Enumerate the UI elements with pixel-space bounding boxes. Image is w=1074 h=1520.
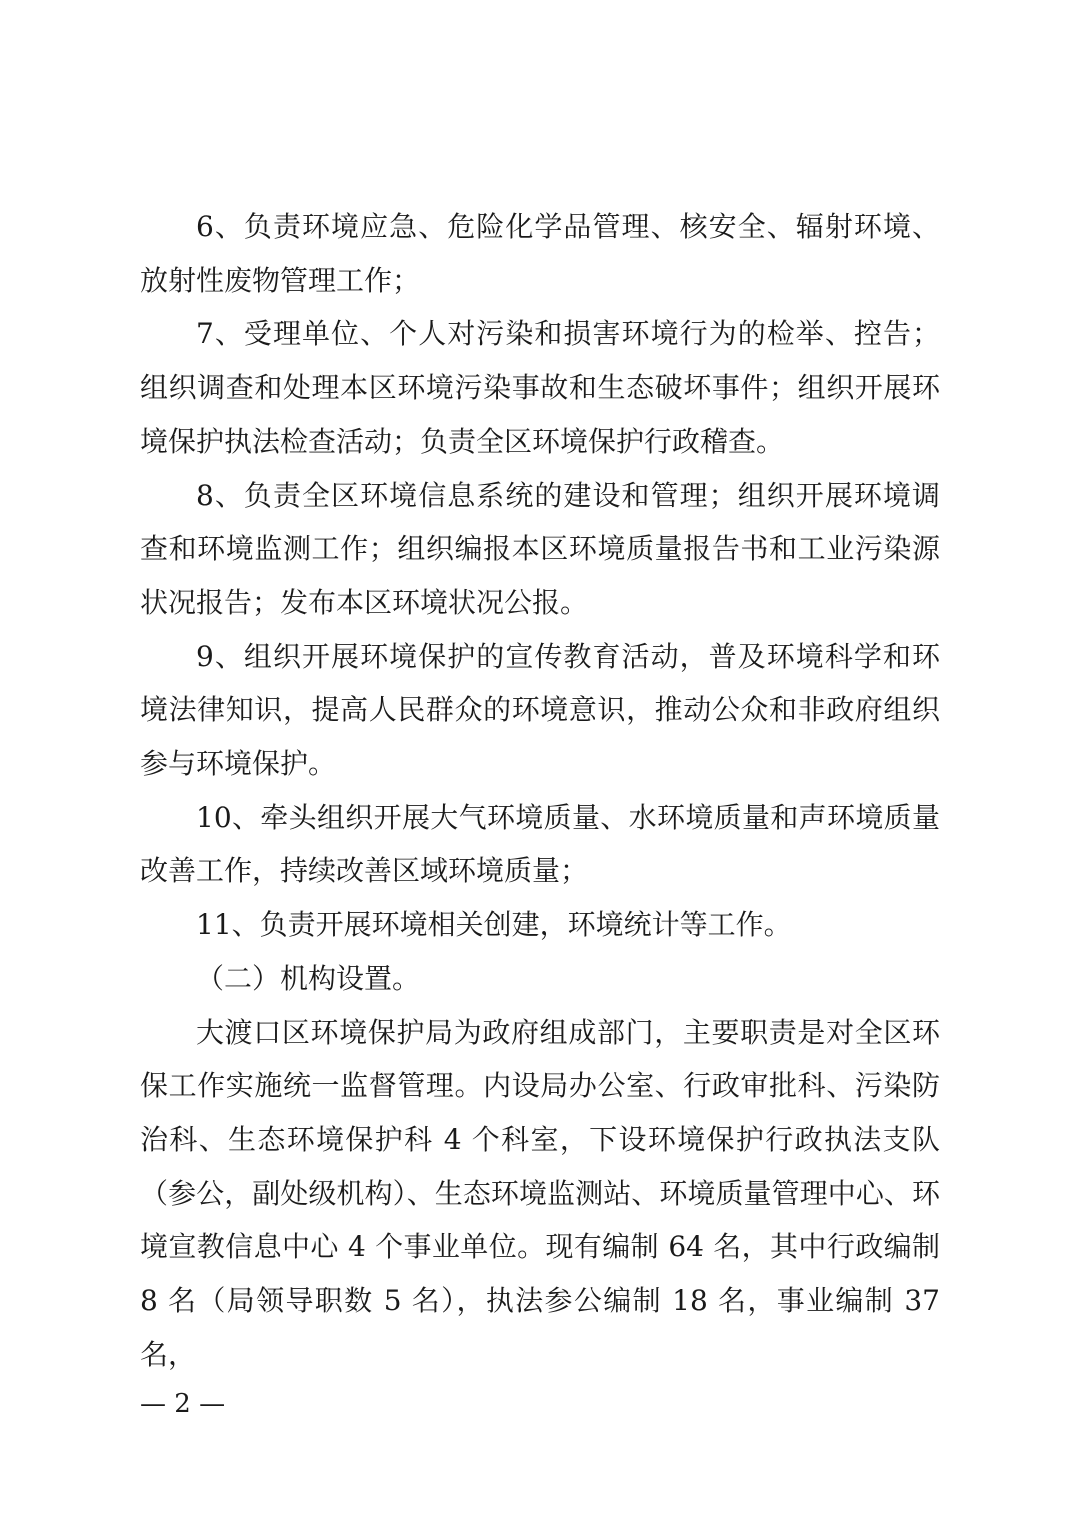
paragraph-item-7: 7、受理单位、个人对污染和损害环境行为的检举、控告；组织调查和处理本区环境污染事故和生态破坏事件；组织开展环境保护执法检查活动；负责全区环境保护行政稽查。 [140, 317, 940, 458]
page-number: — 2 — [140, 1389, 226, 1419]
document-body [140, 200, 940, 1381]
paragraph-item-6: 6、负责环境应急、危险化学品管理、核安全、辐射环境、放射性废物管理工作； [140, 210, 940, 297]
paragraph-organization: 大渡口区环境保护局为政府组成部门，主要职责是对全区环保工作实施统一监督管理。内设局办公室、行政审批科、污染防治科、生态环境保护科 4 个科室，下设环境保护行政执法支队（参公，副处级机构）、生态环境监测站、环境质量管理中心、环境宣教信息中心 4 个事业单位。现有编制 64 名，其中行政编制 8 名（局领导职数 5 名），执法参公编制 18 名，事业编制 37 名， [140, 1015, 940, 1371]
section-heading: （二）机构设置。 [196, 961, 421, 995]
paragraph-item-9: 9、组织开展环境保护的宣传教育活动，普及环境科学和环境法律知识，提高人民群众的环境意识，推动公众和非政府组织参与环境保护。 [140, 639, 940, 781]
paragraph-item-8: 8、负责全区环境信息系统的建设和管理；组织开展环境调查和环境监测工作；组织编报本区环境质量报告书和工业污染源状况报告；发布本区环境状况公报。 [140, 478, 940, 619]
paragraph-item-10: 10、牵头组织开展大气环境质量、水环境质量和声环境质量改善工作，持续改善区域环境质量； [140, 800, 940, 888]
paragraph-item-11: 11、负责开展环境相关创建，环境统计等工作。 [196, 908, 792, 942]
